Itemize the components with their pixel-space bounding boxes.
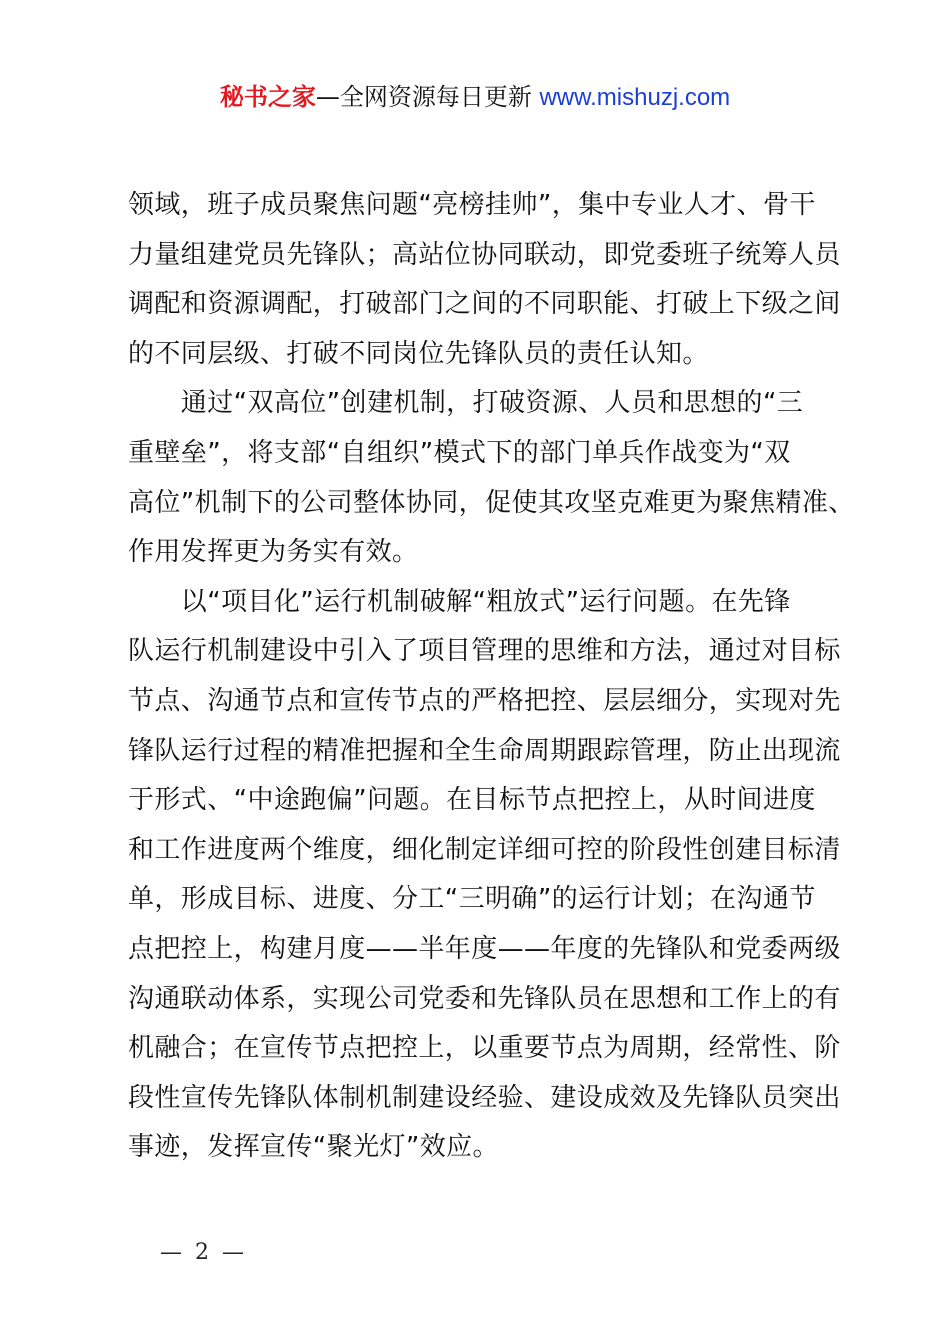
text-line: 以“项目化”运行机制破解“粗放式”运行问题。在先锋: [128, 586, 791, 617]
header-tagline: —全网资源每日更新: [315, 83, 532, 111]
page-number: — 2 —: [160, 1240, 244, 1265]
site-url-link[interactable]: www.mishuzj.com: [539, 84, 731, 111]
text-line: 单，形成目标、进度、分工“三明确”的运行计划；在沟通节: [128, 884, 816, 915]
text-line: 沟通联动体系，实现公司党委和先锋队员在思想和工作上的有: [128, 983, 841, 1014]
text-line: 点把控上，构建月度——半年度——年度的先锋队和党委两级: [128, 933, 841, 964]
text-line: 于形式、“中途跑偏”问题。在目标节点把控上，从时间进度: [128, 785, 816, 816]
text-line: 的不同层级、打破不同岗位先锋队员的责任认知。: [128, 338, 709, 369]
text-line: 和工作进度两个维度，细化制定详细可控的阶段性创建目标清: [128, 834, 841, 865]
text-line: 调配和资源调配，打破部门之间的不同职能、打破上下级之间: [128, 289, 841, 320]
site-header: [0, 80, 950, 115]
text-line: 段性宣传先锋队体制机制建设经验、建设成效及先锋队员突出: [128, 1082, 841, 1113]
text-line: 锋队运行过程的精准把握和全生命周期跟踪管理，防止出现流: [128, 735, 841, 766]
document-body: [128, 181, 858, 1173]
text-line: 高位”机制下的公司整体协同，促使其攻坚克难更为聚焦精准、: [128, 487, 855, 518]
text-line: 通过“双高位”创建机制，打破资源、人员和思想的“三: [128, 388, 804, 419]
text-line: 节点、沟通节点和宣传节点的严格把控、层层细分，实现对先: [128, 685, 841, 716]
text-line: 队运行机制建设中引入了项目管理的思维和方法，通过对目标: [128, 636, 841, 667]
text-line: 事迹，发挥宣传“聚光灯”效应。: [128, 1132, 499, 1163]
text-line: 作用发挥更为务实有效。: [128, 537, 419, 568]
brand-name: 秘书之家: [219, 83, 316, 111]
text-line: 机融合；在宣传节点把控上，以重要节点为周期，经常性、阶: [128, 1033, 841, 1064]
text-line: 重壁垒”，将支部“自组织”模式下的部门单兵作战变为“双: [128, 437, 791, 468]
text-line: 领域，班子成员聚焦问题“亮榜挂帅”，集中专业人才、骨干: [128, 190, 816, 220]
text-line: 力量组建党员先锋队；高站位协同联动，即党委班子统筹人员: [128, 239, 841, 270]
